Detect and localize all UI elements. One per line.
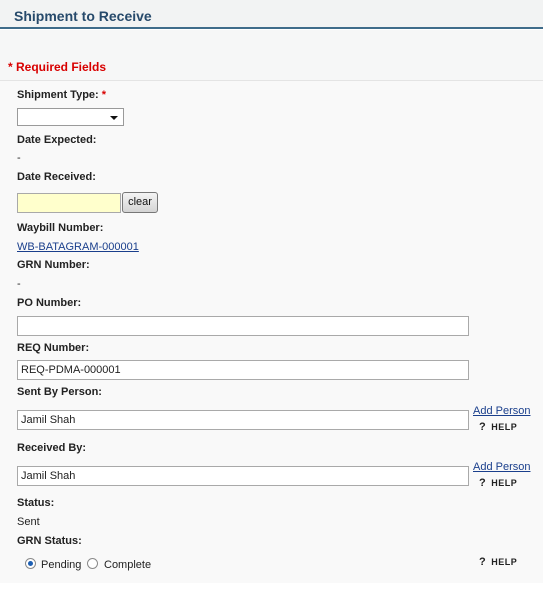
sent-by-input[interactable]: Jamil Shah xyxy=(17,410,469,430)
help-label: HELP xyxy=(491,478,518,488)
question-icon: ? xyxy=(479,556,487,568)
question-icon: ? xyxy=(479,477,487,489)
received-by-label: Received By: xyxy=(17,442,87,454)
grn-status-pending-label: Pending xyxy=(41,559,82,571)
status-value: Sent xyxy=(17,516,40,528)
required-mark: * xyxy=(101,89,107,101)
add-person-link-sent[interactable]: Add Person xyxy=(473,405,531,417)
status-label: Status: xyxy=(17,497,55,509)
grn-number-label: GRN Number: xyxy=(17,259,90,271)
po-number-input[interactable] xyxy=(17,316,469,336)
received-by-input[interactable]: Jamil Shah xyxy=(17,466,469,486)
help-button-grn-status[interactable] xyxy=(479,556,517,568)
req-number-input[interactable]: REQ-PDMA-000001 xyxy=(17,360,469,380)
grn-status-complete-radio[interactable] xyxy=(87,558,98,569)
question-icon: ? xyxy=(479,421,487,433)
page-title: Shipment to Receive xyxy=(14,8,152,24)
waybill-label: Waybill Number: xyxy=(17,222,104,234)
required-fields-note: * Required Fields xyxy=(8,60,107,74)
help-button-sent[interactable] xyxy=(479,421,517,433)
sent-by-label: Sent By Person: xyxy=(17,386,102,398)
grn-status-pending-radio[interactable] xyxy=(25,558,36,569)
shipment-type-select[interactable] xyxy=(17,108,124,126)
shipment-type-label xyxy=(17,89,106,101)
help-label: HELP xyxy=(491,557,518,567)
date-expected-value: - xyxy=(17,152,21,164)
po-number-label: PO Number: xyxy=(17,297,82,309)
page-header xyxy=(0,0,543,29)
date-expected-label: Date Expected: xyxy=(17,134,97,146)
grn-number-value: - xyxy=(17,278,21,290)
grn-status-label: GRN Status: xyxy=(17,535,82,547)
req-number-label: REQ Number: xyxy=(17,342,90,354)
help-label: HELP xyxy=(491,422,518,432)
add-person-link-received[interactable]: Add Person xyxy=(473,461,531,473)
waybill-link[interactable]: WB-BATAGRAM-000001 xyxy=(17,241,139,253)
help-button-received[interactable] xyxy=(479,477,517,489)
grn-status-complete-label: Complete xyxy=(104,559,152,571)
shipment-type-label-text: Shipment Type: xyxy=(17,89,99,101)
clear-date-button[interactable]: clear xyxy=(122,192,158,213)
chevron-down-icon xyxy=(110,116,118,120)
date-received-label: Date Received: xyxy=(17,171,96,183)
date-received-input[interactable] xyxy=(17,193,121,213)
